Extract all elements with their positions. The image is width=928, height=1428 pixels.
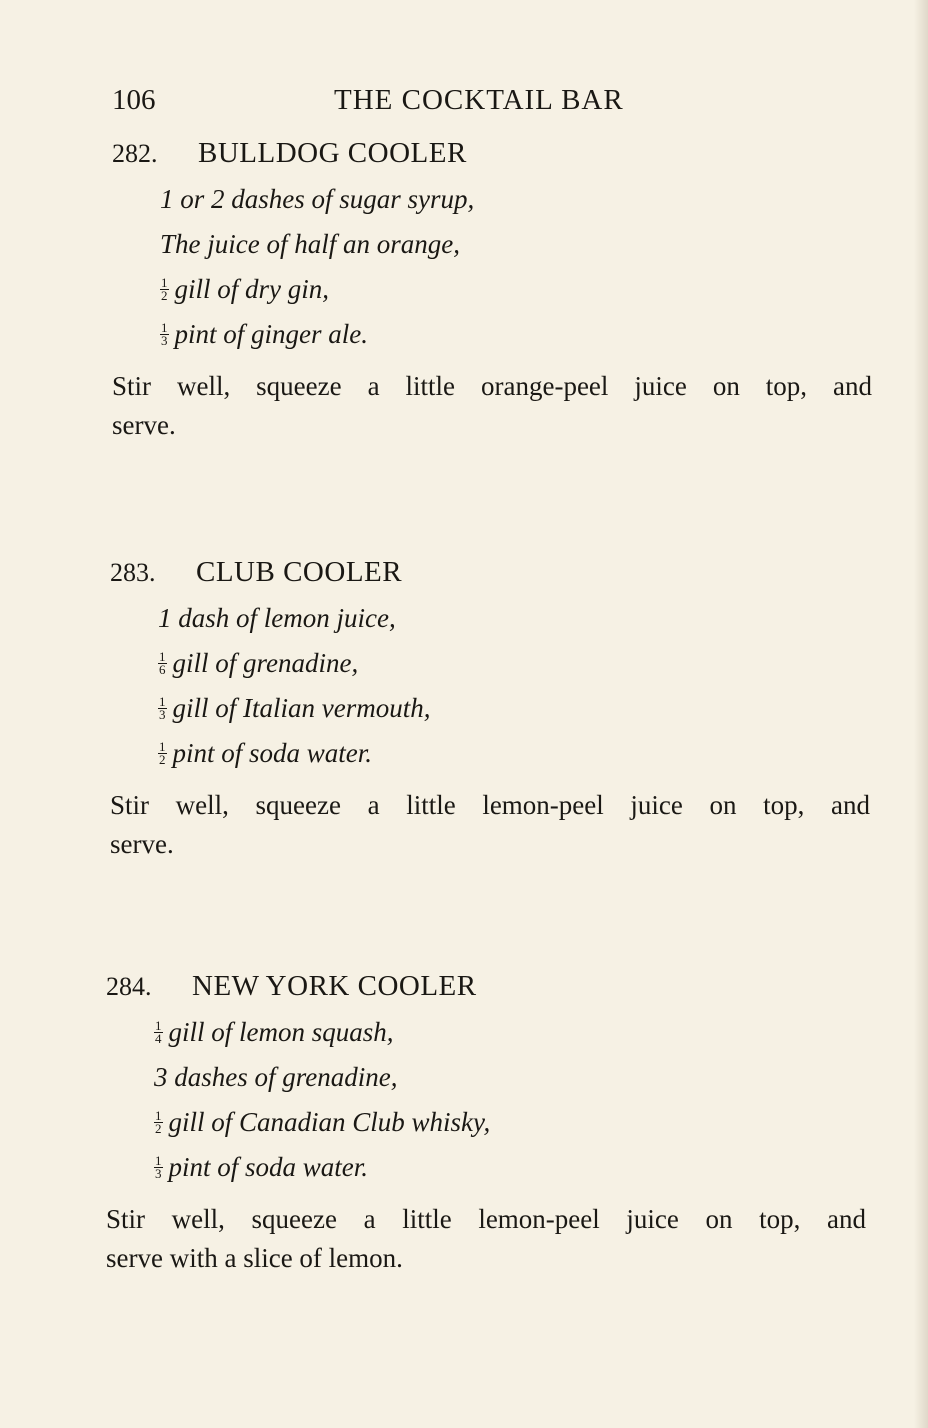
- recipe-name: BULLDOG COOLER: [198, 137, 467, 169]
- ingredient-text: gill of Italian vermouth,: [172, 693, 431, 723]
- fraction: [158, 741, 167, 766]
- fraction-denominator: 2: [159, 752, 166, 768]
- fraction-numerator: 1: [155, 1018, 162, 1034]
- ingredient-item: [112, 222, 872, 267]
- ingredient-list: [112, 177, 872, 357]
- ingredient-item: [110, 686, 870, 731]
- recipe-number: 284.: [106, 972, 152, 1001]
- fraction-denominator: 3: [159, 707, 166, 723]
- recipe-title: [110, 556, 870, 596]
- recipe-282: [112, 137, 872, 445]
- fraction-denominator: 3: [161, 333, 168, 349]
- instruction-line: Stir well, squeeze a little lemon-peel juice on top, and: [106, 1204, 866, 1234]
- instruction-line: serve with a slice of lemon.: [106, 1243, 403, 1273]
- fraction-numerator: 1: [161, 275, 168, 291]
- fraction: [154, 1020, 163, 1045]
- recipe-instruction: [112, 367, 872, 445]
- instruction-line: Stir well, squeeze a little orange-peel juice on top, and: [112, 371, 872, 401]
- recipe-name: NEW YORK COOLER: [192, 970, 477, 1002]
- fraction: [154, 1110, 163, 1135]
- fraction-numerator: 1: [155, 1108, 162, 1124]
- ingredient-item: [112, 312, 872, 357]
- recipe-number: 282.: [112, 139, 158, 168]
- recipe-name: CLUB COOLER: [196, 556, 403, 588]
- page-number: 106: [112, 84, 156, 116]
- ingredient-text: gill of lemon squash,: [168, 1017, 394, 1047]
- instruction-line: serve.: [112, 410, 176, 440]
- ingredient-text: pint of ginger ale.: [174, 319, 368, 349]
- ingredient-text: gill of Canadian Club whisky,: [168, 1107, 491, 1137]
- ingredient-item: [106, 1010, 866, 1055]
- fraction-denominator: 3: [155, 1166, 162, 1182]
- ingredient-text: pint of soda water.: [168, 1152, 369, 1182]
- fraction-numerator: 1: [161, 320, 168, 336]
- ingredient-text: 1 or 2 dashes of sugar syrup,: [160, 184, 475, 214]
- fraction: [160, 322, 169, 347]
- recipe-number: 283.: [110, 558, 156, 587]
- ingredient-item: [112, 177, 872, 222]
- fraction: [158, 696, 167, 721]
- fraction-denominator: 2: [161, 288, 168, 304]
- page-edge-shadow: [914, 0, 928, 1428]
- recipe-instruction: [110, 786, 870, 864]
- ingredient-text: 3 dashes of grenadine,: [154, 1062, 398, 1092]
- ingredient-item: [110, 731, 870, 776]
- fraction-numerator: 1: [159, 739, 166, 755]
- recipe-284: [106, 970, 866, 1278]
- instruction-line: Stir well, squeeze a little lemon-peel juice on top, and: [110, 790, 870, 820]
- ingredient-list: [106, 1010, 866, 1190]
- ingredient-item: [106, 1100, 866, 1145]
- ingredient-list: [110, 596, 870, 776]
- recipe-instruction: [106, 1200, 866, 1278]
- fraction-denominator: 4: [155, 1031, 162, 1047]
- fraction-denominator: 6: [159, 662, 166, 678]
- fraction-numerator: 1: [159, 649, 166, 665]
- fraction: [158, 651, 167, 676]
- page-header: [112, 84, 672, 120]
- ingredient-item: [110, 641, 870, 686]
- ingredient-text: gill of dry gin,: [174, 274, 329, 304]
- fraction: [154, 1155, 163, 1180]
- ingredient-text: pint of soda water.: [172, 738, 373, 768]
- ingredient-text: gill of grenadine,: [172, 648, 359, 678]
- ingredient-text: The juice of half an orange,: [160, 229, 460, 259]
- ingredient-item: [112, 267, 872, 312]
- instruction-line: serve.: [110, 829, 174, 859]
- ingredient-item: [110, 596, 870, 641]
- recipe-283: [110, 556, 870, 864]
- ingredient-item: [106, 1055, 866, 1100]
- recipe-title: [106, 970, 866, 1010]
- fraction-denominator: 2: [155, 1121, 162, 1137]
- fraction: [160, 277, 169, 302]
- fraction-numerator: 1: [159, 694, 166, 710]
- ingredient-item: [106, 1145, 866, 1190]
- recipe-title: [112, 137, 872, 177]
- fraction-numerator: 1: [155, 1153, 162, 1169]
- running-head: THE COCKTAIL BAR: [334, 84, 624, 116]
- ingredient-text: 1 dash of lemon juice,: [158, 603, 396, 633]
